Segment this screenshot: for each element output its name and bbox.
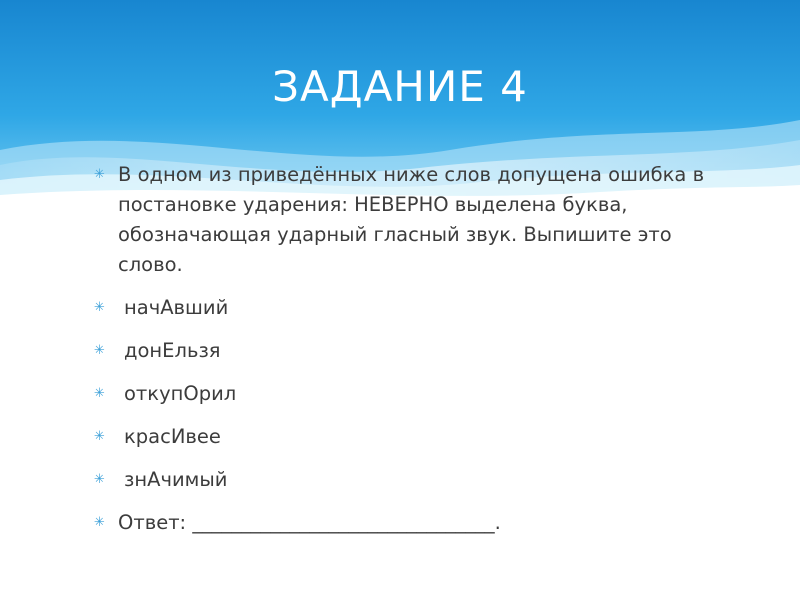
word-option: знАчимый <box>124 468 228 491</box>
slide-title: ЗАДАНИЕ 4 <box>272 62 528 111</box>
list-item <box>90 336 740 366</box>
bullet-star-icon: ✳ <box>94 515 105 530</box>
slide-content <box>90 160 740 551</box>
list-item <box>90 422 740 452</box>
bullet-star-icon: ✳ <box>94 167 105 182</box>
bullet-star-icon: ✳ <box>94 472 105 487</box>
bullet-list <box>90 160 740 538</box>
answer-line <box>90 508 740 538</box>
word-option: красИвее <box>124 425 221 448</box>
task-instruction <box>90 160 740 280</box>
list-item <box>90 465 740 495</box>
list-item <box>90 379 740 409</box>
word-option: начАвший <box>124 296 229 319</box>
bullet-star-icon: ✳ <box>94 343 105 358</box>
bullet-star-icon: ✳ <box>94 429 105 444</box>
word-option: откупОрил <box>124 382 237 405</box>
task-instruction-text: В одном из приведённых ниже слов допущена ошибка в постановке ударения: НЕВЕРНО выделена буква, обозначающая ударный гласный звук. Выпишите это слово. <box>118 163 705 276</box>
word-option: донЕльзя <box>124 339 221 362</box>
bullet-star-icon: ✳ <box>94 386 105 401</box>
answer-text: Ответ: _______________________________. <box>118 511 501 534</box>
list-item <box>90 293 740 323</box>
bullet-star-icon: ✳ <box>94 300 105 315</box>
